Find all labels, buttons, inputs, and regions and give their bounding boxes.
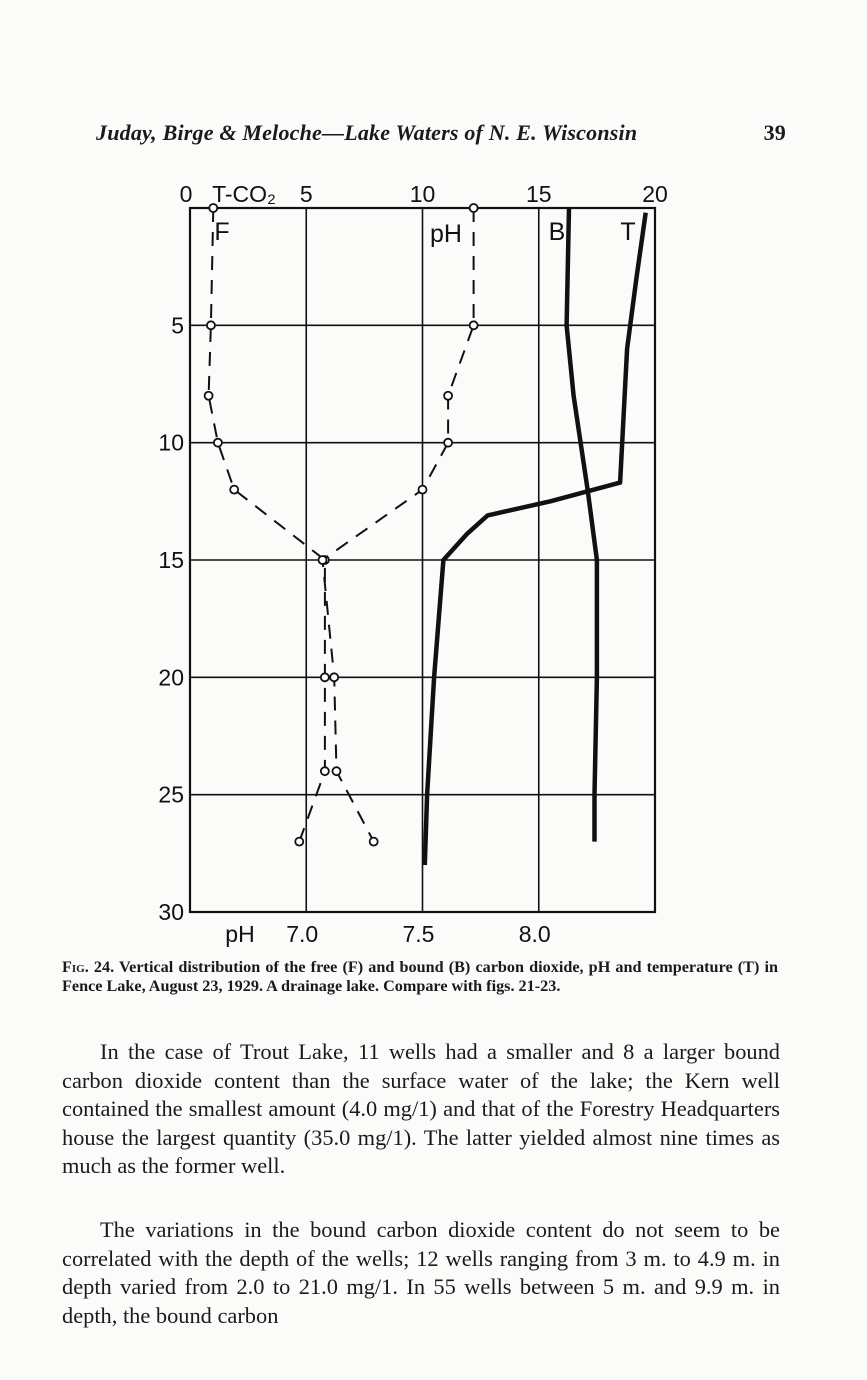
data-point-ph (444, 392, 452, 400)
figure-caption-text: Vertical distribution of the free (F) and bound (B) carbon dioxide, pH and temperature (T) in Fence Lake, August 23, 1929. A drainage lake. Compare with figs. 21-23. (62, 958, 778, 995)
figure-caption-label: Fig. 24. (62, 958, 115, 976)
top-axis-tick-label: 5 (299, 181, 313, 207)
body-paragraph: In the case of Trout Lake, 11 wells had a smaller and 8 a larger bound carbon dioxide content than the surface water of the lake; the Kern well contained the smallest amount (4.0 mg/1) and that of the Forestry Headquarters house the largest quantity (35.0 mg/1). The latter yielded almost nine times as much as the former well. (62, 1039, 780, 1178)
data-point-f (205, 392, 213, 400)
bottom-axis-tick-label: 7.5 (402, 921, 435, 947)
depth-tick-label: 5 (171, 312, 184, 339)
data-point-f (214, 439, 222, 447)
bottom-axis-tick-label: 7.0 (286, 921, 319, 947)
body-paragraph: The variations in the bound carbon dioxide content do not seem to be correlated with the depth of the wells; 12 wells ranging from 3 m. to 4.9 m. in depth varied from 2.0 to 21.0 mg/1. In 55 wells between 5 m. and 9.9 m. in depth, the bound carbon (62, 1217, 780, 1328)
data-point-f (321, 767, 329, 775)
page-number: 39 (763, 120, 786, 145)
series-line-t (425, 213, 646, 865)
top-axis-tick-label: 10 (409, 181, 436, 207)
series-line-b (567, 208, 597, 842)
top-axis-tick-label: 15 (525, 181, 552, 207)
figure-caption (62, 958, 778, 996)
data-point-ph (370, 838, 378, 846)
depth-profile-chart (0, 160, 867, 950)
running-header (96, 120, 786, 146)
depth-tick-label: 20 (158, 664, 184, 691)
bottom-axis-tick-label: 8.0 (518, 921, 551, 947)
data-point-f (295, 838, 303, 846)
chart-grid (190, 208, 655, 912)
data-point-ph (319, 556, 327, 564)
series-name-label: pH (430, 220, 462, 248)
data-point-ph (470, 204, 478, 212)
data-point-ph (470, 321, 478, 329)
data-point-ph (332, 767, 340, 775)
series-name-label: F (214, 218, 230, 246)
depth-tick-label: 15 (158, 547, 184, 573)
depth-tick-label: 25 (158, 781, 184, 808)
depth-tick-label: 30 (158, 899, 184, 925)
top-axis-label: T-CO₂ (212, 181, 276, 207)
top-axis-tick-label: 20 (642, 181, 668, 207)
data-point-ph (444, 439, 452, 447)
bottom-axis-label: pH (225, 921, 255, 947)
chart-series (205, 204, 646, 865)
series-name-label: B (548, 218, 566, 246)
chart-labels (158, 181, 667, 947)
data-point-f (207, 321, 215, 329)
running-title: Juday, Birge & Meloche—Lake Waters of N. E. Wisconsin (96, 120, 638, 145)
series-line-ph (323, 208, 474, 842)
data-point-f (230, 486, 238, 494)
top-axis-tick-label: 0 (179, 181, 193, 207)
data-point-f (321, 673, 329, 681)
series-name-label: T (620, 218, 636, 246)
depth-tick-label: 10 (158, 429, 184, 456)
data-point-ph (330, 673, 338, 681)
series-line-f (209, 208, 325, 842)
data-point-ph (419, 486, 427, 494)
